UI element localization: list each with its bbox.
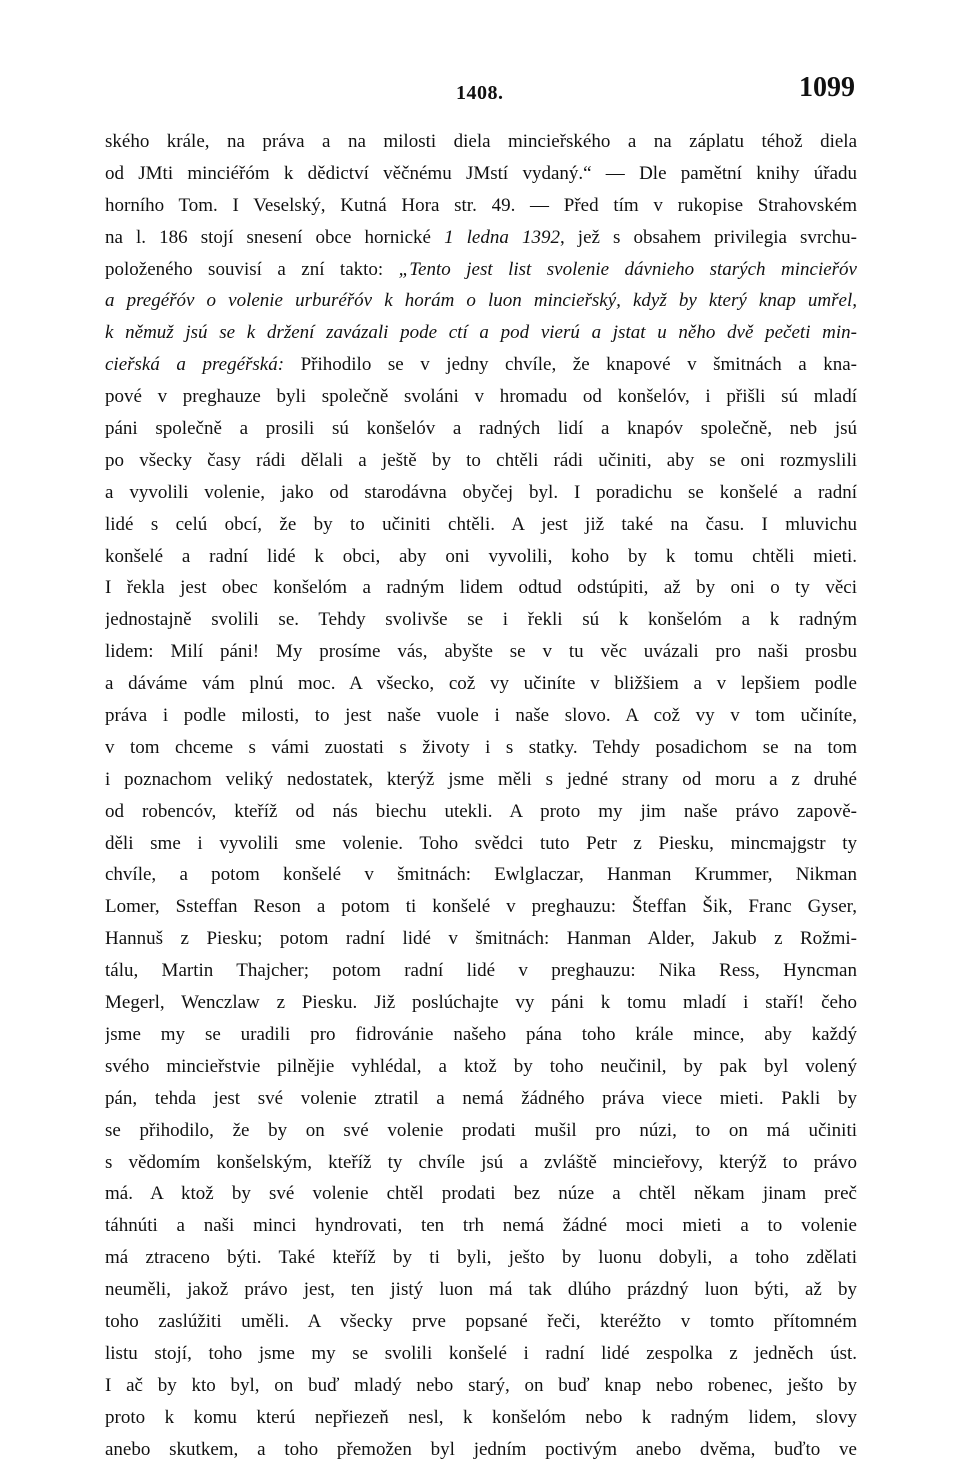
text-line [105, 1147, 857, 1179]
text-line [105, 477, 857, 509]
text-segment: táhnúti a naši minci hyndrovati, ten trh nemá žádné moci mieti a to volenie [105, 1215, 857, 1237]
text-line [105, 1434, 857, 1465]
text-segment: Megerl, Wenczlaw z Piesku. Již poslúchajte vy páni k tomu mladí i staří! čeho [105, 992, 857, 1014]
italic-quote-segment: k němuž jsú se k držení zavázali pode ctí a pod vierú a jstat u něho dvě pečeti min- [105, 322, 857, 344]
text-line [105, 381, 857, 413]
text-segment: pán, tehda jest své volenie ztratil a nemá žádného práva viece mieti. Pakli by [105, 1087, 857, 1109]
text-segment: jsme my se uradili pro fidrovánie našeho pána toho krále mince, aby každý [105, 1023, 857, 1045]
text-line [105, 1338, 857, 1370]
text-line [105, 190, 857, 222]
text-segment: lidé s celú obcí, že by to učiniti chtěli. A jest již také na času. I mluvichu [105, 513, 857, 535]
text-line [105, 859, 857, 891]
text-line [105, 700, 857, 732]
italic-quote-segment: a pregéřóv o volenie urburéřóv k horám o luon mincieřský, když by který knap umřel, [105, 290, 857, 312]
text-segment: se přihodilo, že by on své volenie prodati mušil pro núzi, to on má učiniti [105, 1119, 857, 1141]
text-line [105, 1402, 857, 1434]
text-segment: toho zaslúžiti uměli. A všecky prve popsané řeči, kteréžto v tomto přítomném [105, 1310, 857, 1332]
text-segment: tálu, Martin Thajcher; potom radní lidé v preghauzu: Nika Ress, Hyncman [105, 960, 857, 982]
text-segment: neuměli, jakož právo jest, ten jistý luon má tak dlúho prázdný luon býti, až by [105, 1279, 857, 1301]
text-segment: anebo skutkem, a toho přemožen byl jedním poctivým anebo dvěma, buďto ve [105, 1438, 857, 1460]
text-line [105, 796, 857, 828]
text-line [105, 445, 857, 477]
italic-quote-segment: 1 ledna 1392 [444, 226, 560, 248]
text-line [105, 285, 857, 317]
text-line [105, 1051, 857, 1083]
text-segment: od JMti minciéřóm k dědictví věčnému JMstí vydaný.“ — Dle pamětní knihy úřadu [105, 162, 857, 184]
text-segment: ského krále, na práva a na milosti diela mincieřského a na záplatu téhož diela [105, 131, 857, 152]
text-line [105, 891, 857, 923]
text-segment: jednostajně svolili se. Tehdy svolivše se i řekli sú k konšelóm a k radným [105, 609, 857, 631]
text-line [105, 1083, 857, 1115]
text-line [105, 349, 857, 381]
text-line [105, 604, 857, 636]
text-segment: I ač by kto byl, on buď mladý nebo starý, on buď knap nebo robenec, ješto by [105, 1374, 857, 1396]
text-segment: horního Tom. I Veselský, Kutná Hora str. 49. — Před tím v rukopise Strahovském [105, 194, 857, 216]
text-line [105, 254, 857, 286]
text-line [105, 1178, 857, 1210]
text-line [105, 1274, 857, 1306]
text-segment: lidem: Milí páni! My prosíme vás, abyšte se v tu věc uvázali pro naši prosbu [105, 641, 857, 663]
text-line [105, 1115, 857, 1147]
text-segment: od robencóv, kteříž od nás biechu utekli. A proto my jim naše právo zapově- [105, 800, 857, 822]
page-number: 1099 [799, 72, 855, 103]
text-segment: pové v preghauze byli společně svoláni v hromadu od konšelóv, i přišli sú mladí [105, 386, 857, 408]
text-segment: práva i podle milosti, to jest naše vuole i naše slovo. A což vy v tom učiníte, [105, 705, 857, 727]
text-segment: Hannuš z Piesku; potom radní lidé v šmitnách: Hanman Alder, Jakub z Rožmi- [105, 928, 857, 950]
text-segment: na l. 186 stojí snesení obce hornické [105, 226, 445, 248]
text-line [105, 764, 857, 796]
text-segment: svého mincieřstvie pilnějie vyhlédal, a ktož by toho neučinil, by pak byl volený [105, 1055, 857, 1077]
text-segment: konšelé a radní lidé k obci, aby oni vyvolili, koho by k tomu chtěli mieti. [105, 545, 857, 567]
text-segment: I řekla jest obec konšelóm a radným lidem odtud odstúpiti, až by oni o ty věci [105, 577, 857, 599]
italic-quote-segment: cieřská a pregéřská: [105, 354, 285, 376]
text-line [105, 222, 857, 254]
text-line [105, 317, 857, 349]
header-year: 1408. [456, 82, 504, 104]
text-line [105, 413, 857, 445]
document-body [105, 126, 857, 1465]
text-line [105, 828, 857, 860]
text-segment: a vyvolili volenie, jako od starodávna obyčej byl. I poradichu se konšelé a radní [105, 481, 857, 503]
text-line [105, 668, 857, 700]
text-segment: Přihodilo se v jedny chvíle, že knapové v šmitnách a kna- [284, 354, 857, 376]
text-line [105, 1019, 857, 1051]
text-line [105, 636, 857, 668]
text-line [105, 572, 857, 604]
text-segment: , jež s obsahem privilegia svrchu- [559, 226, 857, 248]
text-segment: po všecky časy rádi dělali a ještě by to chtěli rádi učiniti, aby se oni rozmyslili [105, 449, 857, 471]
text-line [105, 1210, 857, 1242]
text-line [105, 955, 857, 987]
text-segment: Lomer, Ssteffan Reson a potom ti konšelé v preghauzu: Šteffan Šik, Franc Gyser, [105, 896, 857, 918]
text-segment: i poznachom veliký nedostatek, kterýž jsme měli s jedné strany od moru a z druhé [105, 768, 857, 790]
text-line [105, 509, 857, 541]
text-line [105, 126, 857, 158]
text-segment: listu stojí, toho jsme my se svolili konšelé i radní lidé zespolka z jedněch úst. [105, 1342, 857, 1364]
text-segment: a dáváme vám plnú moc. A všecko, což vy učiníte v bližšiem a v lepšiem podle [105, 673, 857, 695]
text-line [105, 987, 857, 1019]
text-segment: proto k komu kterú nepřiezeň nesl, k konšelóm nebo k radným lidem, slovy [105, 1406, 857, 1428]
text-segment: děli sme i vyvolili sme volenie. Toho svědci tuto Petr z Piesku, mincmajgstr ty [105, 832, 857, 854]
text-line [105, 541, 857, 573]
text-segment: má. A ktož by své volenie chtěl prodati bez núze a chtěl někam jinam preč [105, 1183, 857, 1205]
text-line [105, 1306, 857, 1338]
italic-quote-segment: „Tento jest list svolenie dávnieho starých mincieřóv [398, 258, 857, 280]
text-segment: má ztraceno býti. Také kteříž by ti byli, ješto by luonu dobyli, a toho zdělati [105, 1247, 857, 1269]
text-line [105, 732, 857, 764]
page-header [105, 72, 855, 112]
text-line [105, 1242, 857, 1274]
text-line [105, 158, 857, 190]
text-segment: položeného souvisí a zní takto: [105, 258, 399, 280]
text-line [105, 1370, 857, 1402]
text-segment: v tom chceme s vámi zuostati s životy i s statky. Tehdy posadichom se na tom [105, 736, 857, 758]
text-segment: s vědomím konšelským, kteříž ty chvíle jsú a zvláště mincieřovy, kterýž to právo [105, 1151, 857, 1173]
text-line [105, 923, 857, 955]
text-segment: páni společně a prosili sú konšelóv a radných lidí a knapóv společně, neb jsú [105, 418, 857, 440]
text-segment: chvíle, a potom konšelé v šmitnách: Ewlglaczar, Hanman Krummer, Nikman [105, 864, 857, 886]
